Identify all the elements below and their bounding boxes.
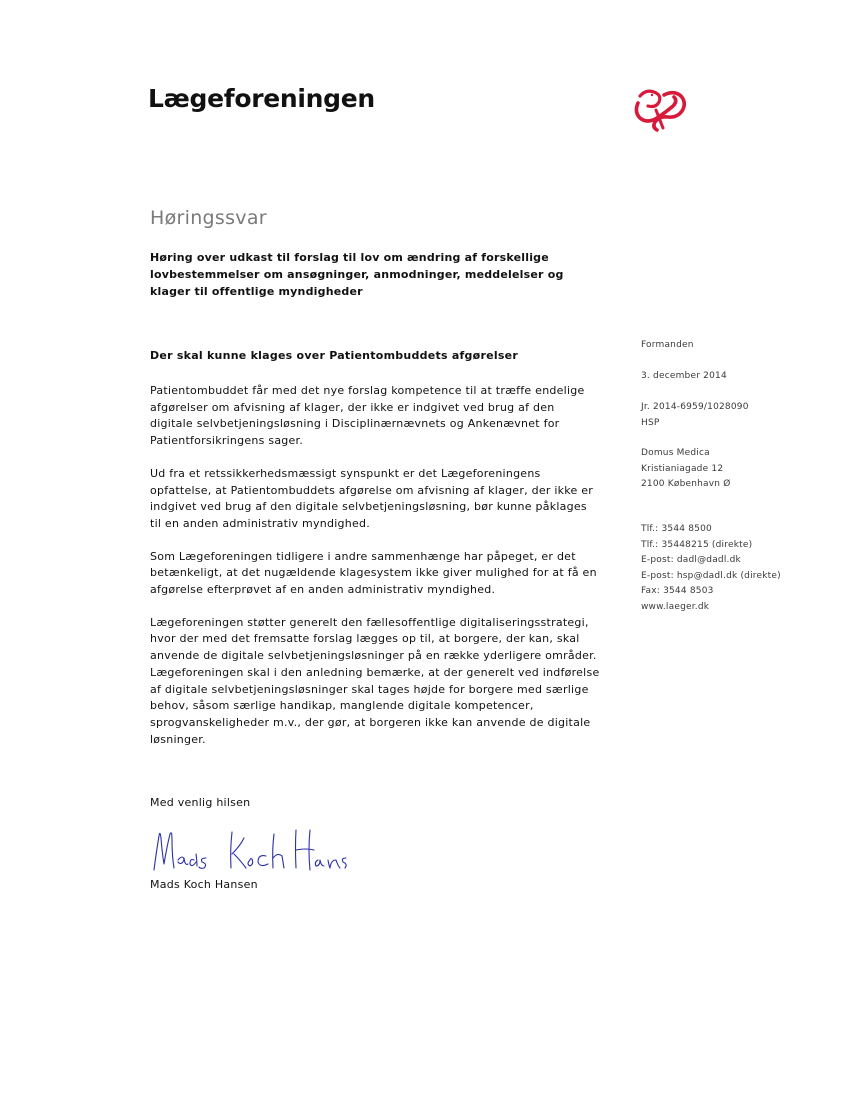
journal-block	[641, 400, 749, 431]
document-type-title: Høringssvar	[150, 207, 267, 229]
body-paragraph: Patientombuddet får med det nye forslag kompetence til at træffe endelige afgørelser om afvisning af klager, der ikke er indgivet ved brug af den digitale selvbetjeningsløsning i Disciplinærnævnets og Ankenævnet for Patientforsikringens sager.	[150, 384, 585, 448]
caduceus-snake-logo-icon	[632, 86, 688, 132]
closing-phrase: Med venlig hilsen	[150, 796, 251, 809]
sender-role: Formanden	[641, 340, 694, 350]
address-line: 2100 København Ø	[641, 479, 731, 489]
phone-main: Tlf.: 3544 8500	[641, 524, 712, 534]
fax-number: Fax: 3544 8503	[641, 586, 714, 596]
journal-number: Jr. 2014-6959/1028090	[641, 402, 749, 412]
handwritten-signature	[150, 824, 350, 876]
email-main[interactable]: E-post: dadl@dadl.dk	[641, 555, 741, 565]
body-paragraph: Som Lægeforeningen tidligere i andre sammenhænge har påpeget, er det betænkeligt, at det nugældende klagesystem ikke giver mulighed for at få en afgørelse efterprøvet af en anden administrativ myndighed.	[150, 549, 597, 597]
letter-body	[150, 347, 600, 764]
phone-direct: Tlf.: 35448215 (direkte)	[641, 539, 753, 550]
signer-name: Mads Koch Hansen	[150, 878, 258, 891]
letter-date: 3. december 2014	[641, 371, 727, 381]
contact-block	[641, 522, 781, 615]
section-heading: Der skal kunne klages over Patientombuddets afgørelser	[150, 349, 519, 362]
address-block	[641, 446, 731, 493]
email-direct[interactable]: E-post: hsp@dadl.dk (direkte)	[641, 570, 781, 581]
website-link[interactable]: www.laeger.dk	[641, 601, 710, 612]
document-subject: Høring over udkast til forslag til lov om ændring af forskellige lovbestemmelser om ansøgninger, anmodninger, meddelelser og klager til offentlige myndigheder	[150, 251, 564, 298]
case-initials: HSP	[641, 417, 660, 428]
address-line: Domus Medica	[641, 448, 710, 458]
body-paragraph: Ud fra et retssikkerhedsmæssigt synspunkt er det Lægeforeningens opfattelse, at Patientombuddets afgørelse om afvisning af klager, der ikke er indgivet ved brug af den digitale selvbetjeningsløsning, bør kunne påklages til en anden administrativ myndighed.	[150, 466, 594, 530]
body-paragraph: Lægeforeningen støtter generelt den fællesoffentlige digitaliseringsstrategi, hvor der med det fremsatte forslag lægges op til, at borgere, der kan, skal anvende de digitale selvbetjeningsløsninger på en række yderligere områder. Lægeforeningen skal i den anledning bemærke, at der generelt ved indførelse af digitale selvbetjeningsløsninger skal tages højde for borgere med særlige behov, såsom særlige handikap, manglende digitale kompetencer, sprogvanskeligheder m.v., der gør, at borgeren ikke kan anvende de digitale løsninger.	[150, 615, 600, 746]
brand-wordmark: Lægeforeningen	[148, 84, 375, 113]
address-line: Kristianiagade 12	[641, 463, 724, 474]
